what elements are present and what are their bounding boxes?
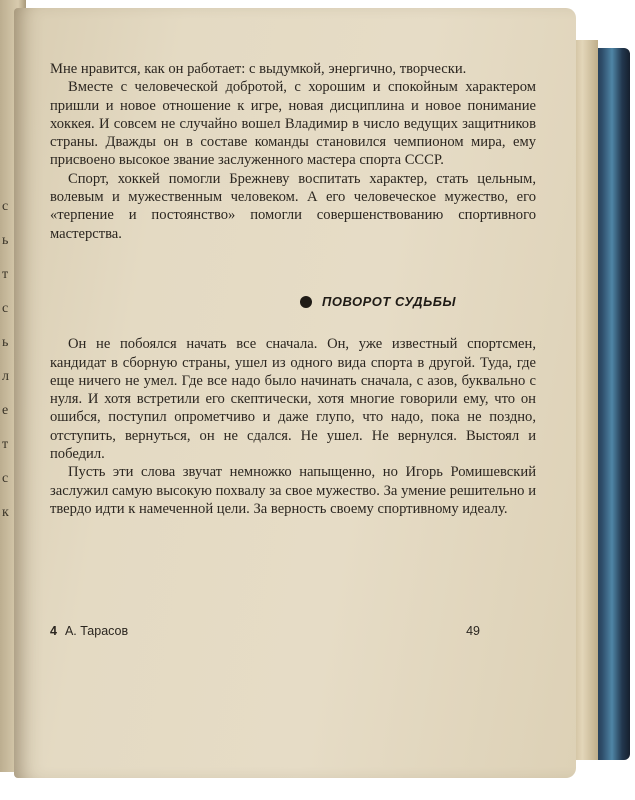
margin-fragment: т [2, 437, 9, 452]
bullet-icon [300, 296, 312, 308]
section-heading-text: ПОВОРОТ СУДЬБЫ [322, 293, 456, 309]
margin-fragment: е [2, 403, 9, 418]
paragraph: Вместе с человеческой добротой, с хорошим и спокойным характером пришли и новое отношение к игре, новая дисциплина и новое понимание хоккея. И совсем не случайно вошел Владимир в число ведущих защитников страны. Дважды он в составе команды становился чемпионом мира, ему присвоено высокое звание заслуженного мастера спорта СССР. [50, 79, 536, 169]
signature-number: 4 [50, 624, 57, 638]
author-name: А. Тарасов [64, 624, 129, 638]
margin-fragment: л [2, 369, 9, 384]
page-body [50, 60, 536, 518]
margin-fragment: ь [2, 233, 9, 248]
margin-fragment: с [2, 199, 9, 214]
paragraph: Спорт, хоккей помогли Брежневу воспитать характер, стать цельным, волевым и мужественным человеком. А его человеческое мужество, его «терпение и постоянство» помогли совершенствованию спортивного мастерства. [50, 170, 536, 242]
paragraph: Он не побоялся начать все сначала. Он, уже известный спортсмен, кандидат в сборную страны, ушел из одного вида спорта в другой. Туда, где еще ничего не умел. Где все надо было начинать сначала, с азов, буквально с нуля. И хотя встретили его скептически, хотя многие говорили ему, что он ошибся, поступил опрометчиво и даже глупо, что надо, пока не поздно, отступить, вернуться, он не сдался. Не ушел. Не вернулся. Выстоял и победил. [50, 336, 536, 463]
page-footer [50, 624, 480, 638]
margin-fragment: т [2, 267, 9, 282]
margin-fragment: к [2, 505, 9, 520]
margin-fragment: с [2, 471, 9, 486]
page-number: 49 [466, 624, 480, 638]
margin-fragment: с [2, 301, 9, 316]
paragraph: Пусть эти слова звучат немножко напыщенно, но Игорь Ромишевский заслужил самую высокую похвалу за свое мужество. За умение решительно и твердо идти к намеченной цели. За верность своему спортивному идеалу. [50, 464, 536, 517]
margin-fragment: ь [2, 335, 9, 350]
paragraph: Мне нравится, как он работает: с выдумкой, энергично, творчески. [50, 61, 467, 77]
footer-signature [50, 624, 128, 638]
section-heading [50, 293, 536, 311]
